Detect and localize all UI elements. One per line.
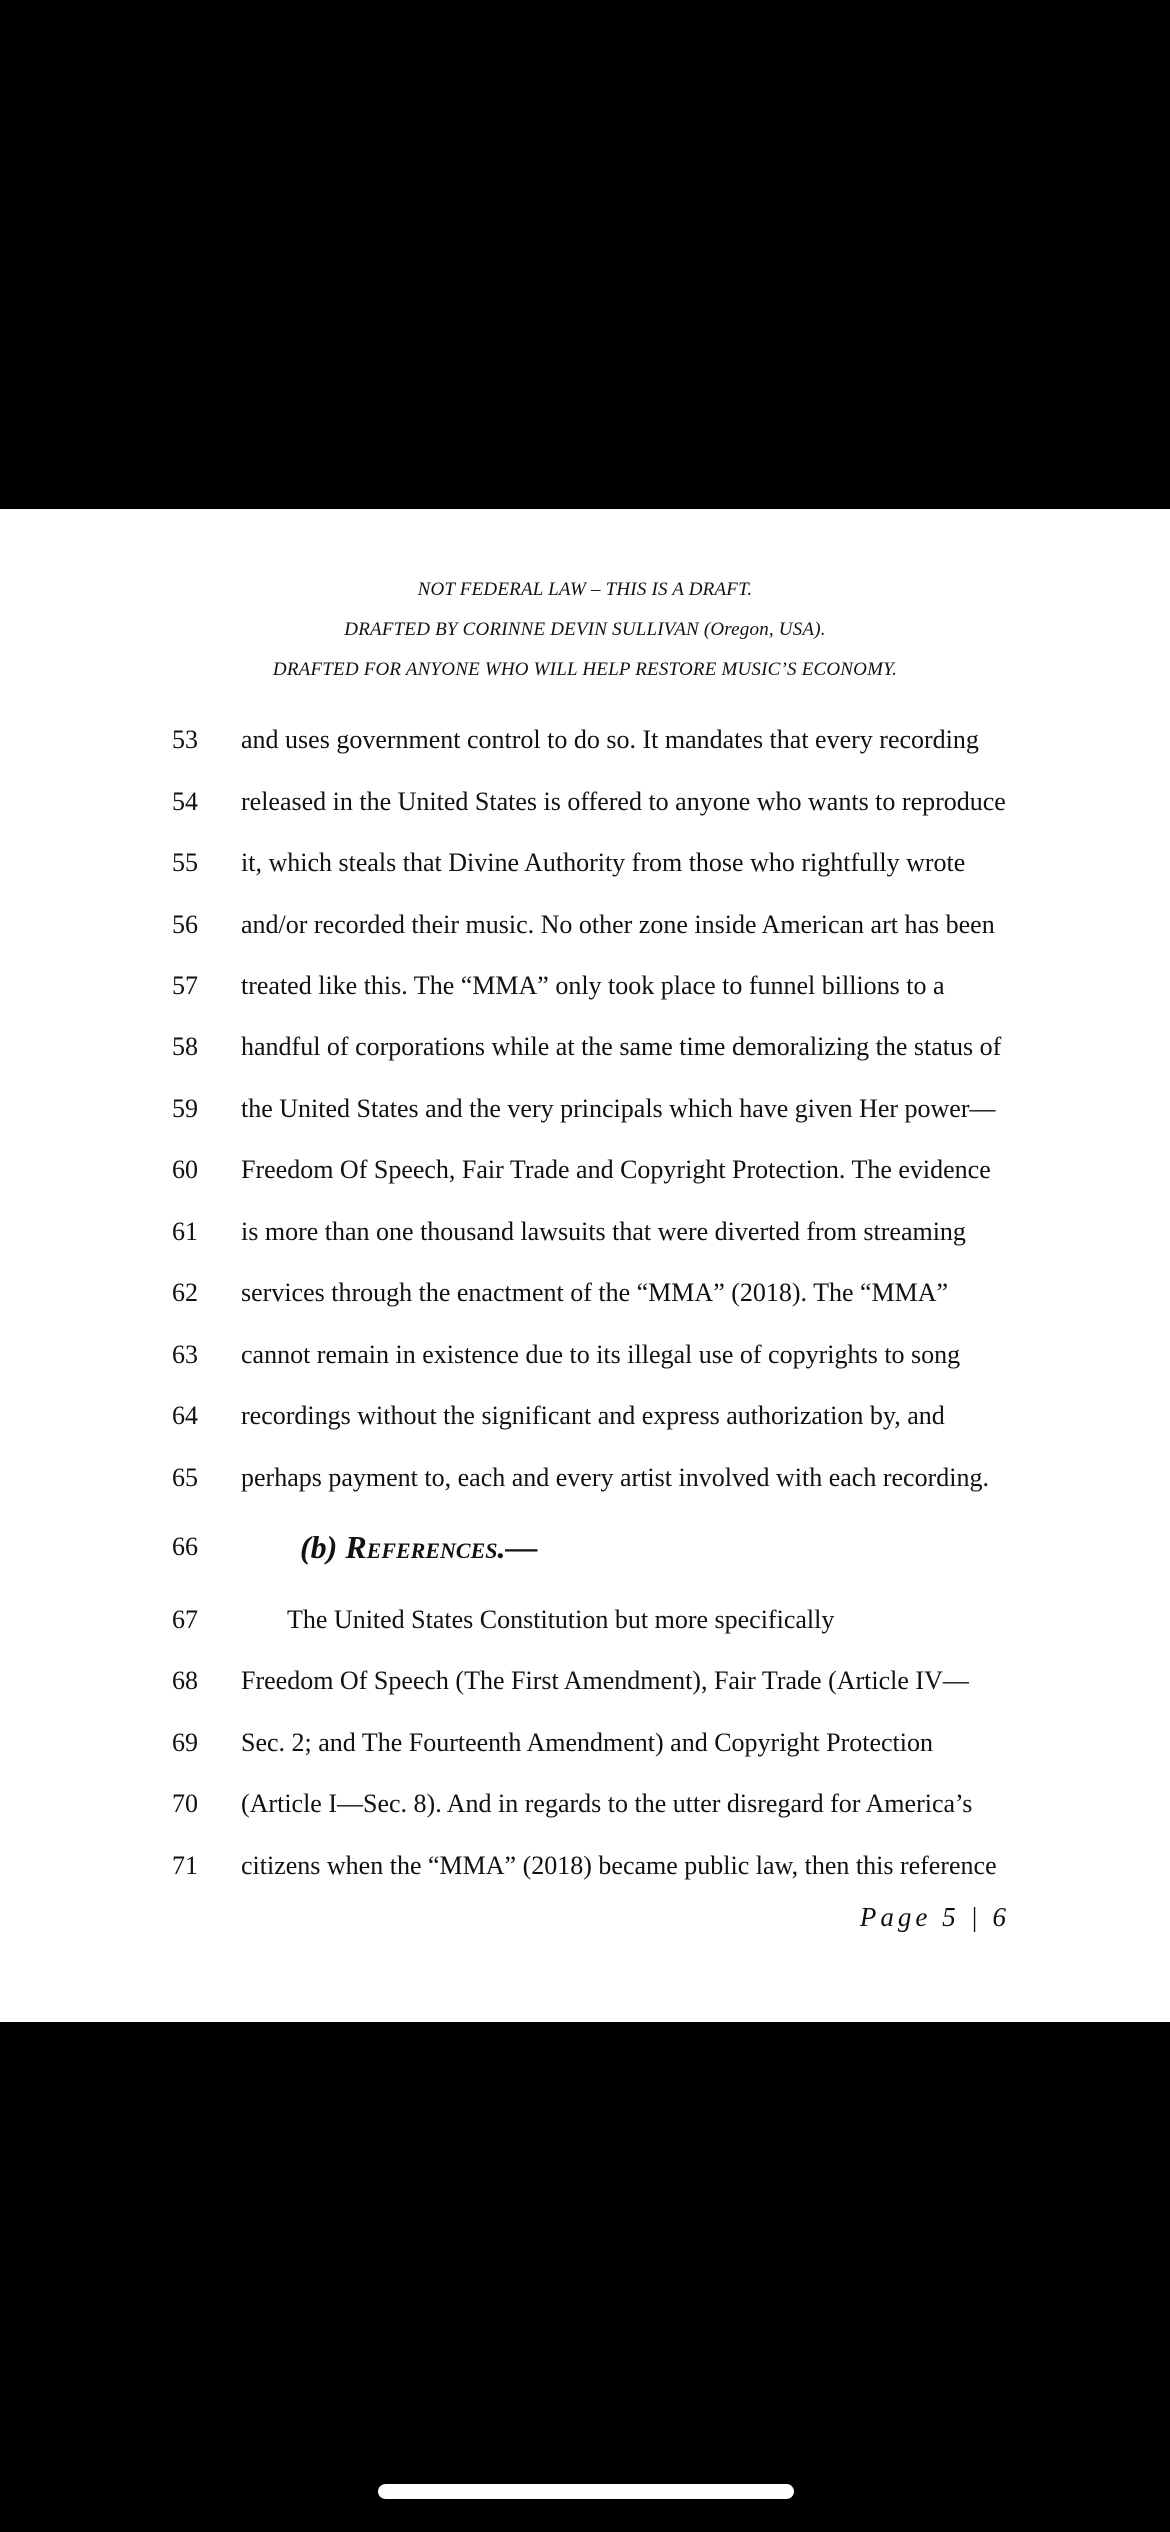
line-number: 71 [172, 1851, 198, 1880]
numbered-line [0, 1784, 1170, 1824]
line-text: and/or recorded their music. No other zone inside American art has been [241, 910, 995, 939]
page-number: Page 5 | 6 [859, 1902, 1010, 1932]
line-number: 54 [172, 787, 198, 816]
numbered-line [0, 1089, 1170, 1129]
line-number: 63 [172, 1340, 198, 1369]
line-number: 60 [172, 1155, 198, 1184]
numbered-line [0, 1723, 1170, 1763]
line-text: treated like this. The “MMA” only took place to funnel billions to a [241, 971, 945, 1000]
heading-text: References.— [345, 1529, 538, 1565]
line-text: citizens when the “MMA” (2018) became public law, then this reference [241, 1851, 997, 1880]
author-notice: DRAFTED BY CORINNE DEVIN SULLIVAN (Oregon, USA). [344, 619, 826, 640]
numbered-line [0, 720, 1170, 760]
line-number: 57 [172, 971, 198, 1000]
line-text: is more than one thousand lawsuits that were diverted from streaming [241, 1217, 966, 1246]
line-text: it, which steals that Divine Authority from those who rightfully wrote [241, 848, 966, 877]
line-number: 68 [172, 1666, 198, 1695]
numbered-line [0, 1335, 1170, 1375]
line-text: cannot remain in existence due to its illegal use of copyrights to song [241, 1340, 961, 1369]
numbered-line [0, 1212, 1170, 1252]
line-text: (Article I—Sec. 8). And in regards to the utter disregard for America’s [241, 1789, 973, 1818]
line-text: the United States and the very principals which have given Her power— [241, 1094, 996, 1123]
line-number: 56 [172, 910, 198, 939]
numbered-line [0, 782, 1170, 822]
line-number: 55 [172, 848, 198, 877]
numbered-line [0, 1150, 1170, 1190]
section-heading [300, 1527, 538, 1567]
line-number: 53 [172, 725, 198, 754]
numbered-line [0, 905, 1170, 945]
line-text: services through the enactment of the “MMA” (2018). The “MMA” [241, 1278, 949, 1307]
line-number: 64 [172, 1401, 198, 1430]
numbered-line [0, 1661, 1170, 1701]
numbered-line [0, 1396, 1170, 1436]
line-text: Freedom Of Speech (The First Amendment), Fair Trade (Article IV— [241, 1666, 969, 1695]
line-number: 65 [172, 1463, 198, 1492]
numbered-line [0, 1273, 1170, 1313]
line-text: The United States Constitution but more specifically [287, 1605, 835, 1634]
line-number: 62 [172, 1278, 198, 1307]
numbered-line [0, 1027, 1170, 1067]
home-indicator[interactable] [378, 2484, 794, 2499]
heading-prefix: (b) [300, 1529, 346, 1565]
line-text: Sec. 2; and The Fourteenth Amendment) and Copyright Protection [241, 1728, 934, 1757]
line-number: 61 [172, 1217, 198, 1246]
line-number: 69 [172, 1728, 198, 1757]
numbered-line [0, 1600, 1170, 1640]
line-number: 70 [172, 1789, 198, 1818]
line-text: perhaps payment to, each and every artist involved with each recording. [241, 1463, 989, 1492]
document-page [0, 509, 1170, 2022]
section-heading-line [0, 1527, 1170, 1567]
numbered-line [0, 843, 1170, 883]
line-text: Freedom Of Speech, Fair Trade and Copyright Protection. The evidence [241, 1155, 991, 1184]
numbered-line [0, 1458, 1170, 1498]
numbered-line [0, 1846, 1170, 1886]
line-number: 66 [172, 1532, 198, 1561]
draft-notice: NOT FEDERAL LAW – THIS IS A DRAFT. [417, 579, 753, 600]
purpose-notice: DRAFTED FOR ANYONE WHO WILL HELP RESTORE MUSIC’S ECONOMY. [272, 659, 898, 680]
line-number: 67 [172, 1605, 198, 1634]
numbered-line [0, 966, 1170, 1006]
line-number: 59 [172, 1094, 198, 1123]
line-text: and uses government control to do so. It mandates that every recording [241, 725, 979, 754]
line-text: recordings without the significant and express authorization by, and [241, 1401, 945, 1430]
line-number: 58 [172, 1032, 198, 1061]
line-text: handful of corporations while at the same time demoralizing the status of [241, 1032, 1002, 1061]
line-text: released in the United States is offered to anyone who wants to reproduce [241, 787, 1006, 816]
